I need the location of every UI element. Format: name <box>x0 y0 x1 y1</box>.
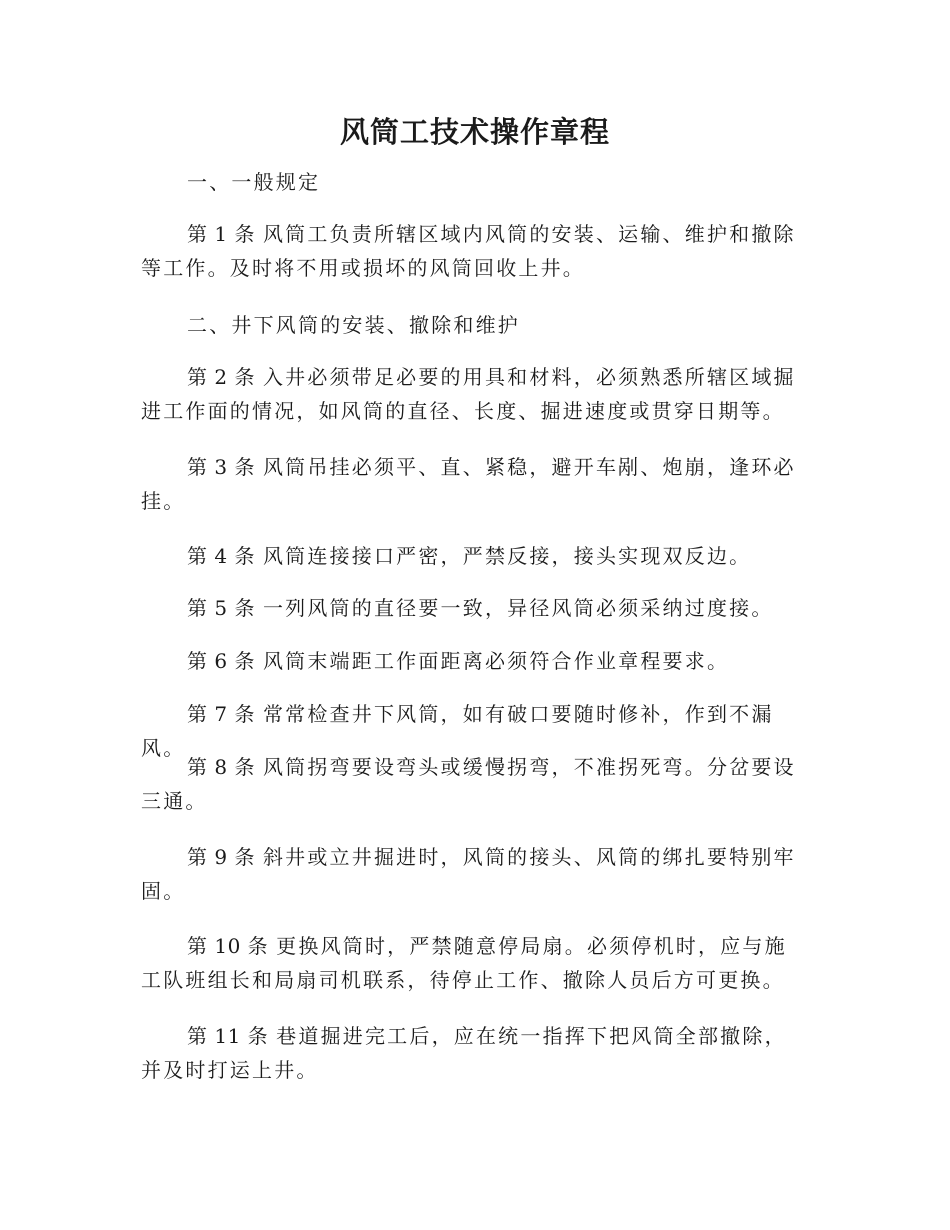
article-10 <box>141 929 806 997</box>
document-title: 风筒工技术操作章程 <box>339 115 610 149</box>
section-heading-installation: 二、井下风筒的安装、撤除和维护 <box>187 313 520 337</box>
article-number: 第 11 条 <box>187 1024 269 1048</box>
article-4 <box>141 539 806 573</box>
article-2 <box>141 360 806 428</box>
article-8 <box>141 750 806 818</box>
article-number: 第 2 条 <box>187 365 255 389</box>
article-number: 第 1 条 <box>187 222 255 246</box>
article-1 <box>141 217 806 285</box>
article-number: 第 7 条 <box>187 702 255 726</box>
article-number: 第 9 条 <box>187 845 255 869</box>
article-text: 风筒末端距工作面距离必须符合作业章程要求。 <box>262 649 730 673</box>
article-text: 风筒工负责所辖区域内风筒的安装、运输、维护和撤除等工作。及时将不用或损坏的风筒回收上井。 <box>141 222 796 280</box>
article-text: 风筒连接接口严密，严禁反接，接头实现双反边。 <box>262 544 752 568</box>
article-number: 第 3 条 <box>187 455 255 479</box>
article-9 <box>141 840 806 908</box>
section-heading-general: 一、一般规定 <box>187 170 321 194</box>
article-number: 第 8 条 <box>187 755 255 779</box>
article-5 <box>141 591 806 625</box>
article-number: 第 5 条 <box>187 596 255 620</box>
article-number: 第 6 条 <box>187 649 255 673</box>
article-11 <box>141 1019 806 1087</box>
article-number: 第 4 条 <box>187 544 255 568</box>
article-text: 风筒吊挂必须平、直、紧稳，避开车剐、炮崩，逢环必挂。 <box>141 455 796 513</box>
article-text: 入井必须带足必要的用具和材料，必须熟悉所辖区域掘进工作面的情况，如风筒的直径、长度、掘进速度或贯穿日期等。 <box>141 365 796 423</box>
article-number: 第 10 条 <box>187 934 269 958</box>
article-text: 风筒拐弯要设弯头或缓慢拐弯，不准拐死弯。分岔要设三通。 <box>141 755 796 813</box>
article-text: 更换风筒时，严禁随意停局扇。必须停机时，应与施工队班组长和局扇司机联系，待停止工作、撤除人员后方可更换。 <box>141 934 787 992</box>
article-text: 巷道掘进完工后，应在统一指挥下把风筒全部撤除，并及时打运上井。 <box>141 1024 787 1082</box>
article-text: 斜井或立井掘进时，风筒的接头、风筒的绑扎要特别牢固。 <box>141 845 796 903</box>
article-6 <box>141 644 806 678</box>
article-text: 一列风筒的直径要一致，异径风筒必须采纳过度接。 <box>262 596 774 620</box>
article-3 <box>141 450 806 518</box>
article-text: 常常检查井下风筒，如有破口要随时修补，作到不漏风。 <box>141 702 774 760</box>
